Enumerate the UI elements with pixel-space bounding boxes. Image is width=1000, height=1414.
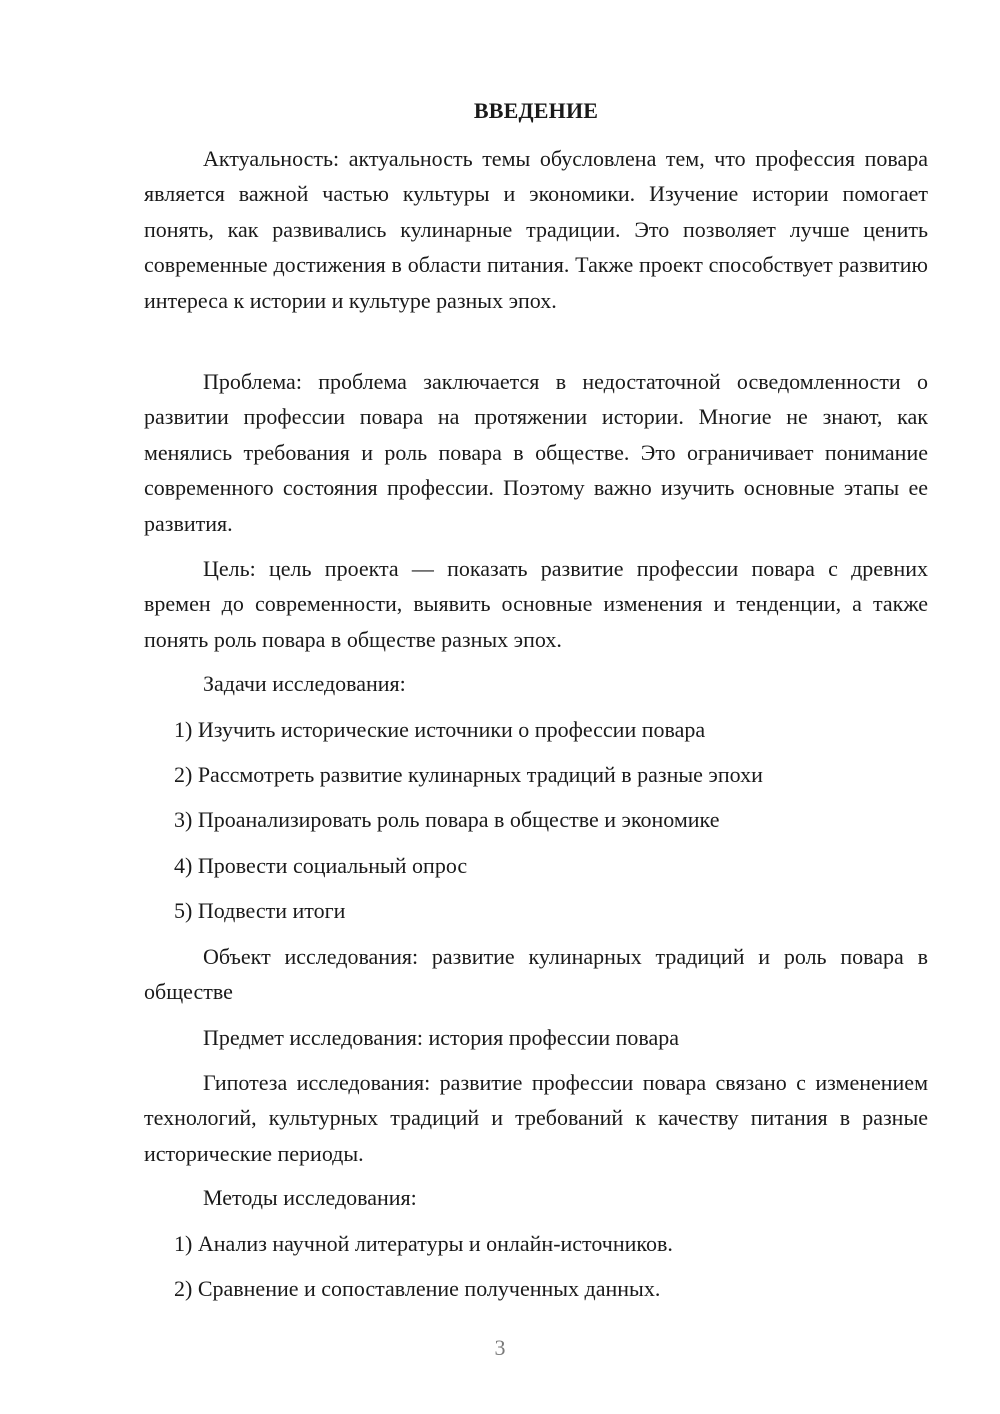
tasks-heading: Задачи исследования: — [203, 671, 406, 696]
task-item: 3) Проанализировать роль повара в обществе и экономике — [174, 807, 720, 832]
method-item: 2) Сравнение и сопоставление полученных данных. — [174, 1276, 661, 1301]
paragraph-problem: Проблема: проблема заключается в недостаточной осведомленности о развитии профессии повара на протяжении истории. Многие не знают, как менялись требования и роль повара в обществе. Это ограничивает понимание современного состояния профессии. Поэтому важно изучить основные этапы ее развития. — [144, 369, 928, 536]
paragraph-object: Объект исследования: развитие кулинарных традиций и роль повара в обществе — [144, 944, 928, 1005]
paragraph-goal: Цель: цель проекта — показать развитие профессии повара с древних времен до современности, выявить основные изменения и тенденции, а также понять роль повара в обществе разных эпох. — [144, 556, 928, 652]
paragraph-hypothesis: Гипотеза исследования: развитие профессии повара связано с изменением технологий, культурных традиций и требований к качеству питания в разные исторические периоды. — [144, 1070, 928, 1166]
methods-heading: Методы исследования: — [203, 1185, 417, 1210]
task-item: 2) Рассмотреть развитие кулинарных традиций в разные эпохи — [174, 762, 763, 787]
method-item: 1) Анализ научной литературы и онлайн-источников. — [174, 1231, 673, 1256]
task-item: 4) Провести социальный опрос — [174, 853, 468, 878]
paragraph-relevance: Актуальность: актуальность темы обусловлена тем, что профессия повара является важной частью культуры и экономики. Изучение истории помогает понять, как развивались кулинарные традиции. Это позволяет лучше ценить современные достижения в области питания. Также проект способствует развитию интереса к истории и культуре разных эпох. — [144, 146, 928, 313]
page-number: 3 — [494, 1335, 506, 1360]
task-item: 1) Изучить исторические источники о профессии повара — [174, 717, 706, 742]
task-item: 5) Подвести итоги — [174, 898, 346, 923]
section-heading: ВВЕДЕНИЕ — [473, 98, 599, 123]
paragraph-subject: Предмет исследования: история профессии повара — [203, 1025, 680, 1050]
